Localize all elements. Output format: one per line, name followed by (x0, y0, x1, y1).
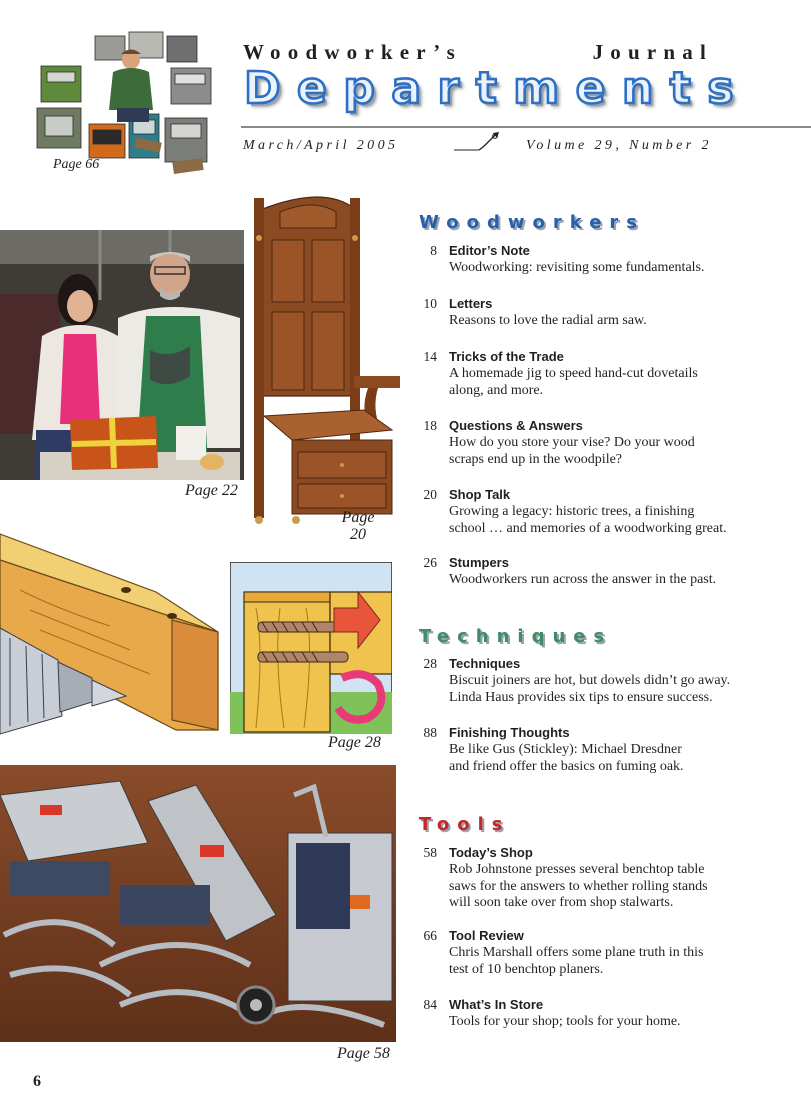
entry-description-line: saws for the answers to whether rolling stands (449, 878, 708, 894)
entry-description-line: and friend offer the basics on fuming oak. (449, 758, 684, 774)
entry-title: Tool Review (449, 928, 524, 943)
entry-description (449, 673, 805, 706)
caption-page-66: Page 66 (53, 157, 100, 172)
entry-description-line: test of 10 benchtop planers. (449, 961, 604, 977)
masthead-right: Journal (592, 40, 713, 64)
issue-date: March/April 2005 (243, 138, 399, 153)
caption-page-20-line1: Page (341, 509, 375, 526)
entry-page-number: 28 (423, 656, 437, 671)
entry-description (449, 945, 805, 978)
entry-description-line: along, and more. (449, 382, 544, 398)
entry-description (449, 504, 805, 537)
entry-title: Today’s Shop (449, 845, 533, 860)
header-rule (241, 126, 811, 128)
entry-description-line: Growing a legacy: historic trees, a finishing (449, 504, 695, 519)
entry-title: Letters (449, 296, 493, 311)
page-number: 6 (33, 1073, 41, 1090)
issue-volume: Volume 29, Number 2 (526, 138, 712, 153)
section-heading-tools: Tools (419, 814, 511, 835)
entry-title: Tricks of the Trade (449, 349, 564, 364)
table-saws-photo (0, 765, 396, 1042)
shop-apron-photo (0, 230, 244, 480)
caption-page-20-line2: 20 (350, 526, 366, 543)
section-heading-techniques: Techniques (419, 626, 613, 647)
masthead-left: Woodworker’s (243, 40, 462, 64)
entry-description-line: How do you store your vise? Do your wood (449, 435, 695, 450)
pen-nib-icon (453, 130, 501, 154)
caption-page-58: Page 58 (337, 1045, 390, 1062)
entry-title: Questions & Answers (449, 418, 583, 433)
entry-title: Stumpers (449, 555, 509, 570)
entry-description (449, 742, 805, 775)
entry-title: Finishing Thoughts (449, 725, 570, 740)
entry-description (449, 435, 805, 468)
entry-description-line: Reasons to love the radial arm saw. (449, 313, 647, 328)
entry-page-number: 84 (423, 997, 437, 1012)
entry-description-line: Tools for your shop; tools for your home. (449, 1014, 681, 1029)
entry-description-line: scraps end up in the woodpile? (449, 451, 623, 467)
entry-title: What’s In Store (449, 997, 544, 1012)
hall-chair-photo (250, 190, 405, 530)
entry-title: Editor’s Note (449, 243, 530, 258)
entry-page-number: 26 (423, 555, 437, 570)
entry-page-number: 88 (423, 725, 437, 740)
caption-page-20 (338, 509, 378, 543)
entry-title: Techniques (449, 656, 521, 671)
entry-description-line: Linda Haus provides six tips to ensure success. (449, 689, 713, 705)
caption-page-22: Page 22 (185, 482, 238, 499)
entry-description-line: will soon take over from shop stalwarts. (449, 895, 674, 910)
page-title: Departments (244, 63, 751, 114)
entry-page-number: 18 (423, 418, 437, 433)
entry-description-line: Woodworking: revisiting some fundamentals. (449, 260, 705, 275)
entry-page-number: 8 (430, 243, 437, 258)
entry-page-number: 14 (423, 349, 437, 364)
entry-description (449, 1014, 805, 1031)
entry-description-line: Woodworkers run across the answer in the past. (449, 572, 717, 587)
entry-description-line: Be like Gus (Stickley): Michael Dresdner (449, 742, 682, 757)
entry-description-line: A homemade jig to speed hand-cut dovetails (449, 366, 698, 381)
entry-page-number: 58 (423, 845, 437, 860)
drill-beam-illustration (0, 520, 225, 735)
entry-page-number: 10 (423, 296, 437, 311)
entry-description-line: Rob Johnstone presses several benchtop table (449, 862, 705, 877)
entry-description-line: Biscuit joiners are hot, but dowels didn’t go away. (449, 673, 731, 688)
entry-page-number: 20 (423, 487, 437, 502)
caption-page-28: Page 28 (328, 734, 381, 751)
entry-title: Shop Talk (449, 487, 511, 502)
magazine-masthead (243, 40, 713, 65)
entry-description (449, 366, 805, 399)
entry-description-line: school … and memories of a woodworking great. (449, 520, 727, 536)
dowel-joint-illustration (230, 562, 392, 734)
entry-description (449, 572, 805, 589)
entry-page-number: 66 (423, 928, 437, 943)
entry-description-line: Chris Marshall offers some plane truth in this (449, 945, 704, 960)
entry-description (449, 260, 805, 277)
entry-description (449, 313, 805, 330)
section-heading-woodworkers: Woodworkers (419, 212, 645, 233)
entry-description (449, 862, 805, 912)
